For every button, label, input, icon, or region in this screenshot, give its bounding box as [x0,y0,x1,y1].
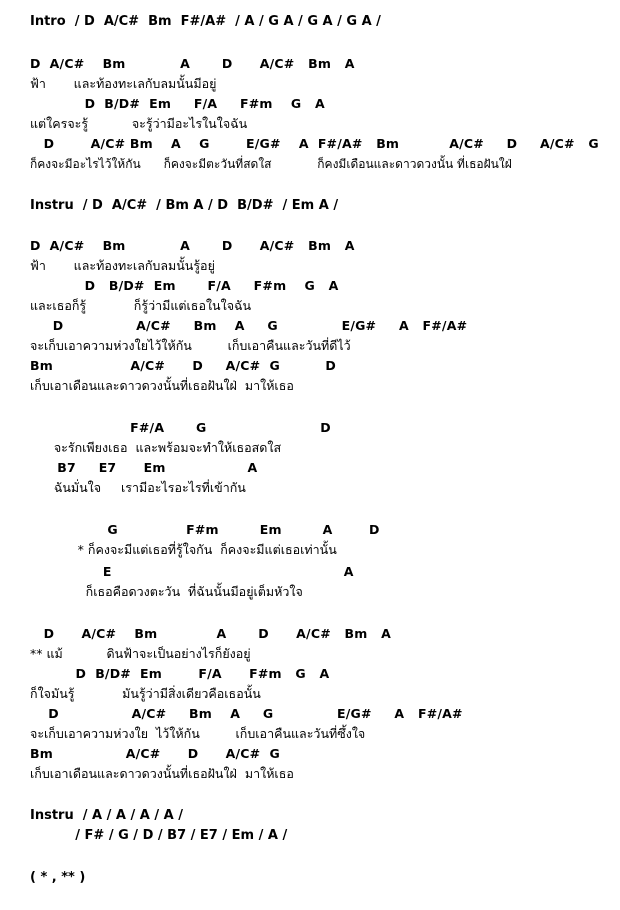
chord-line: D A/C# Bm A D A/C# Bm A [30,56,355,71]
lyric-line: จะรักเพียงเธอ และพร้อมจะทำให้เธอสดใส [30,440,282,455]
lyric-line: ** แม้ ดินฟ้าจะเป็นอย่างไรก็ยังอยู่ [30,646,251,661]
lyric-line: * ก็คงจะมีแต่เธอที่รู้ใจกัน ก็คงจะมีแต่เธอเท่านั้น [30,542,337,557]
lyric-line: ก็เธอคือดวงตะวัน ที่ฉันนั้นมีอยู่เต็มหัวใจ [30,584,303,599]
intro-line: Intro / D A/C# Bm F#/A# / A / G A / G A / G A / [30,14,381,29]
chord-line: D A/C# Bm A G E/G# A F#/A# [30,706,463,721]
repeat-marker: ( * , ** ) [30,870,86,885]
lyric-line: ก็ใจมันรู้ มันรู้ว่ามีสิ่งเดียวคือเธอนั้น [30,686,261,701]
chord-line: D B/D# Em F/A F#m G A [30,666,330,681]
chord-line: D A/C# Bm A D A/C# Bm A [30,626,392,641]
chord-line: F#/A G D [30,420,331,435]
lyric-line: จะเก็บเอาความห่วงใย ไว้ให้กัน เก็บเอาคืนและวันที่ซึ้งใจ [30,726,366,741]
chord-line: Bm A/C# D A/C# G D [30,358,337,373]
lyric-line: ฟ้า และท้องทะเลกับลมนั้นรู้อยู่ [30,258,215,273]
lyric-line: และเธอก็รู้ ก็รู้ว่ามีแต่เธอในใจฉัน [30,298,252,313]
lyric-line: ฟ้า และท้องทะเลกับลมนั้นมีอยู่ [30,76,217,91]
chord-line: E A [30,564,354,579]
instru-line: / F# / G / D / B7 / E7 / Em / A / [30,828,288,843]
chord-line: G F#m Em A D [30,522,380,537]
lyric-line: ก็คงจะมีอะไรไว้ให้กัน ก็คงจะมีตะวันที่สดใส ก็คงมีเดือนและดาวดวงนั้น ที่เธอฝันใฝ่ [30,157,512,171]
chord-line: D A/C# Bm A G E/G# A F#/A# [30,318,468,333]
chord-line: D A/C# Bm A D A/C# Bm A [30,238,355,253]
lyric-line: เก็บเอาเดือนและดาวดวงนั้นที่เธอฝันใฝ่ มาให้เธอ [30,378,294,393]
instru-line: Instru / A / A / A / A / [30,808,183,823]
lyric-line: แต่ใครจะรู้ จะรู้ว่ามีอะไรในใจฉัน [30,116,248,131]
chord-line: B7 E7 Em A [30,460,258,475]
chord-line: Bm A/C# D A/C# G [30,746,280,761]
chord-line: D B/D# Em F/A F#m G A [30,96,325,111]
chord-line: D B/D# Em F/A F#m G A [30,278,339,293]
instru-line: Instru / D A/C# / Bm A / D B/D# / Em A / [30,198,339,213]
chord-line: D A/C# Bm A G E/G# A F#/A# Bm A/C# D A/C# G [30,136,599,151]
lyric-line: จะเก็บเอาความห่วงใยไว้ให้กัน เก็บเอาคืนและวันที่ดีไว้ [30,338,351,353]
lyric-line: เก็บเอาเดือนและดาวดวงนั้นที่เธอฝันใฝ่ มาให้เธอ [30,766,294,781]
lyric-line: ฉันมั่นใจ เรามีอะไรอะไรที่เข้ากัน [30,480,246,495]
